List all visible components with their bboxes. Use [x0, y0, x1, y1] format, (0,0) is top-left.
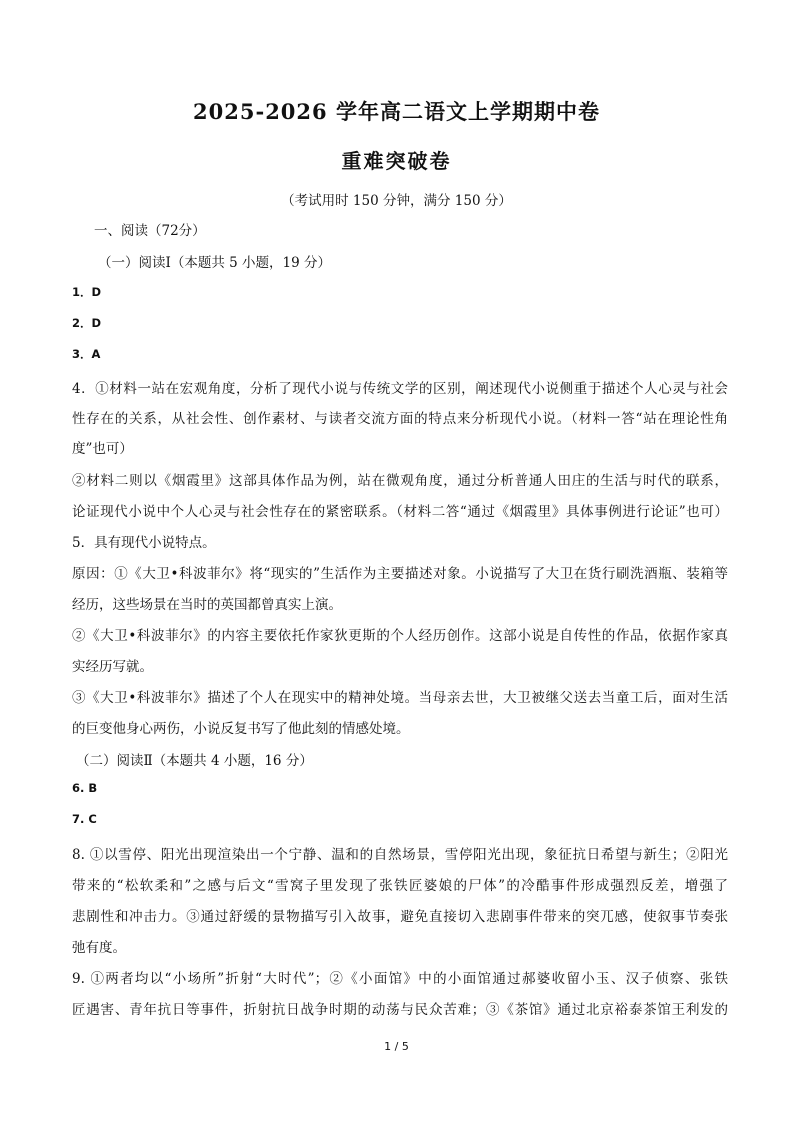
answer-q5-line: ③《大卫•科波菲尔》描述了个人在现实中的精神处境。当母亲去世，大卫被继父送去当童工后，面对生活: [72, 690, 728, 706]
answer-q7: 7. C: [72, 812, 97, 826]
answer-q4-line: 4．①材料一站在宏观角度，分析了现代小说与传统文学的区别，阐述现代小说侧重于描述个人心灵与社会: [72, 381, 728, 397]
section-heading-reading: 一、阅读（72分）: [94, 223, 206, 239]
answer-q5-line: ②《大卫•科波菲尔》的内容主要依托作家狄更斯的个人经历创作。这部小说是自传性的作品，依据作家真: [72, 628, 728, 644]
answer-q2: 2．D: [72, 316, 102, 330]
answer-q8-line: 弛有度。: [72, 940, 126, 956]
answer-q6: 6. B: [72, 781, 98, 795]
answer-q5-line: 原因：①《大卫•科波菲尔》将“现实的”生活作为主要描述对象。小说描写了大卫在货行刷洗酒瓶、装箱等: [72, 566, 728, 582]
answer-q5-line: 实经历写就。: [72, 659, 153, 675]
answer-q9-line: 9. ①两者均以“小场所”折射“大时代”；②《小面馆》中的小面馆通过郝婆收留小玉、汉子侦察、张铁: [72, 971, 728, 987]
page-title: 2025-2026 学年高二语文上学期期中卷: [193, 99, 600, 124]
answer-q3: 3．A: [72, 347, 101, 361]
answer-q5-line: 的巨变他身心两伤，小说反复书写了他此刻的情感处境。: [72, 721, 410, 737]
answer-q8-line: 悲剧性和冲击力。③通过舒缓的景物描写引入故事，避免直接切入悲剧事件带来的突兀感，使叙事节奏张: [72, 909, 728, 925]
answer-q5-line: 5．具有现代小说特点。: [72, 535, 216, 551]
answer-q4-line: 度”也可）: [72, 441, 133, 457]
answer-q9-line: 匠遇害、青年抗日等事件，折射抗日战争时期的动荡与民众苦难；③《茶馆》通过北京裕泰茶馆王利发的: [72, 1002, 728, 1018]
exam-info: （考试用时 150 分钟，满分 150 分）: [281, 193, 512, 209]
answer-q4-line: 性存在的关系，从社会性、创作素材、与读者交流方面的特点来分析现代小说。（材料一答“站在理论性角: [72, 411, 728, 427]
page-number: 1 / 5: [384, 1040, 409, 1053]
answer-q8-line: 8. ①以雪停、阳光出现渲染出一个宁静、温和的自然场景，雪停阳光出现，象征抗日希望与新生；②阳光: [72, 847, 728, 863]
section-heading-reading1: （一）阅读Ⅰ（本题共 5 小题，19 分）: [98, 255, 331, 271]
page-subtitle: 重难突破卷: [341, 149, 452, 173]
answer-q1: 1．D: [72, 285, 102, 299]
section-heading-reading2: （二）阅读Ⅱ（本题共 4 小题，16 分）: [76, 753, 313, 769]
answer-q5-line: 经历，这些场景在当时的英国都曾真实上演。: [72, 597, 342, 613]
answer-q4-line: 论证现代小说中个人心灵与社会性存在的紧密联系。（材料二答“通过《烟霞里》具体事例进行论证”也可）: [72, 504, 728, 520]
answer-q8-line: 带来的“松软柔和”之感与后文“雪窝子里发现了张铁匠婆娘的尸体”的冷酷事件形成强烈反差，增强了: [72, 878, 728, 894]
answer-q4-line: ②材料二则以《烟霞里》这部具体作品为例，站在微观角度，通过分析普通人田庄的生活与时代的联系，: [72, 473, 728, 489]
